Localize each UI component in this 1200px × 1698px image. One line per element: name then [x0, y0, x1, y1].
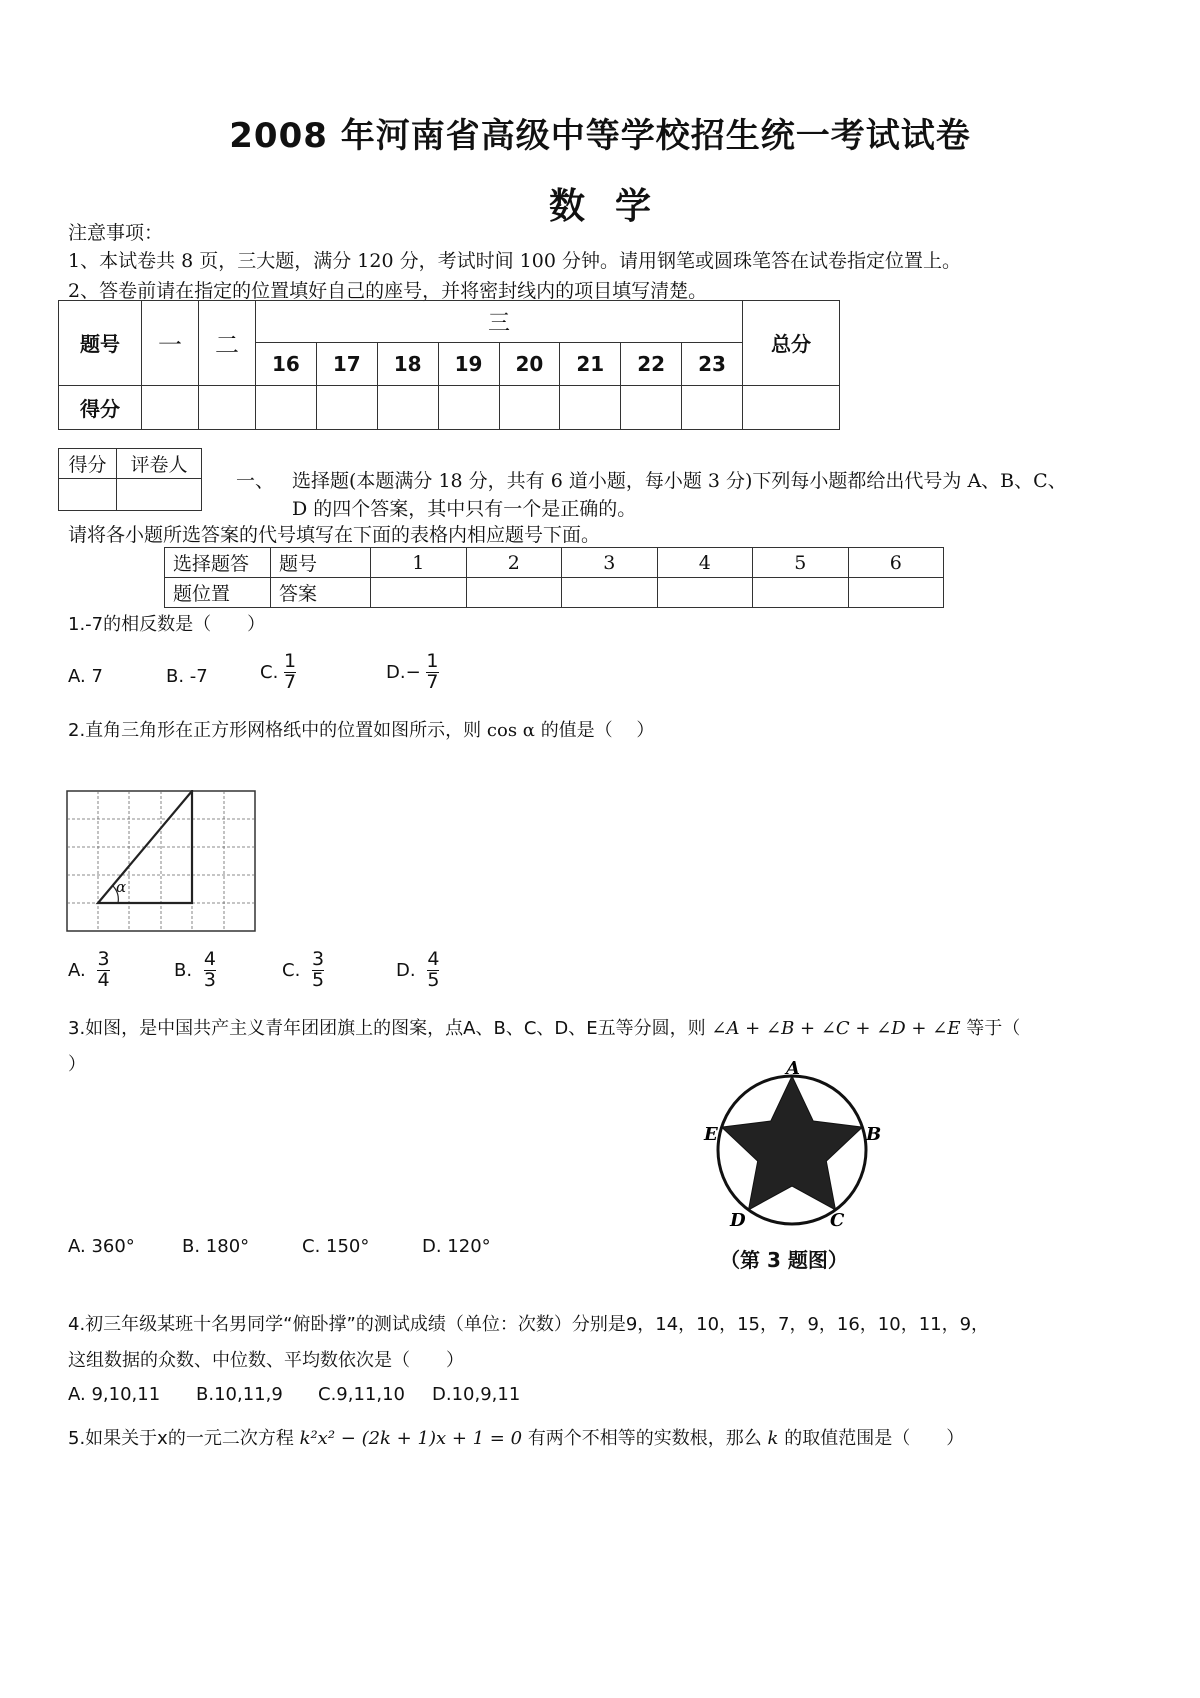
score-header-label: 题号 — [59, 301, 142, 386]
q2-expr: cos α — [486, 720, 535, 741]
q1-option-d-sign: − — [405, 661, 421, 683]
q2-b-denominator: 3 — [203, 968, 216, 991]
section-intro-line-3: 请将各小题所选答案的代号填写在下面的表格内相应题号下面。 — [68, 524, 601, 546]
q4-option-c: C.9,11,10 — [318, 1384, 405, 1405]
q2-option-a-prefix: A. — [68, 959, 86, 981]
answer-cell[interactable] — [848, 578, 944, 608]
q5-expr: k²x² − (2k + 1)x + 1 = 0 — [299, 1428, 523, 1449]
answer-number-5: 5 — [753, 548, 849, 578]
q2-question — [68, 716, 654, 742]
q3-star-figure — [700, 1058, 890, 1230]
score-col-17: 17 — [316, 343, 377, 385]
score-col-22: 22 — [621, 343, 682, 385]
q4-line-2: 这组数据的众数、中位数、平均数依次是（ ） — [68, 1350, 464, 1371]
q2-option-b-prefix: B. — [174, 959, 193, 981]
answer-number-6: 6 — [848, 548, 944, 578]
q1-option-c — [260, 652, 296, 693]
q1-text: 1.-7的相反数是（ ） — [68, 614, 266, 635]
answer-cell[interactable] — [466, 578, 562, 608]
score-cell[interactable] — [682, 385, 743, 429]
q1-option-c-prefix: C. — [260, 661, 279, 683]
score-col-16: 16 — [256, 343, 317, 385]
score-col-18: 18 — [377, 343, 438, 385]
q2-b-numerator: 4 — [203, 948, 216, 970]
q5-question — [68, 1424, 1148, 1450]
q3-figure-caption: （第 3 题图） — [720, 1248, 848, 1272]
q2-a-denominator: 4 — [97, 968, 110, 991]
score-col-21: 21 — [560, 343, 621, 385]
q1-option-d — [386, 652, 439, 693]
q3-option-c: C. 150° — [302, 1236, 370, 1257]
q3-tail: 等于（ — [966, 1018, 1021, 1039]
grader-score-cell[interactable] — [59, 479, 117, 511]
q5-tail: 的取值范围是（ ） — [784, 1428, 965, 1449]
answer-table-label-2: 题位置 — [165, 578, 271, 608]
q2-option-c-prefix: C. — [282, 959, 301, 981]
q2-d-denominator: 5 — [427, 968, 440, 991]
answer-number-2: 2 — [466, 548, 562, 578]
answer-table — [164, 547, 944, 608]
q1-option-b: B. -7 — [166, 666, 208, 687]
q1-option-a: A. 7 — [68, 666, 103, 687]
answer-cell[interactable] — [657, 578, 753, 608]
q3-text: 3.如图，是中国共产主义青年团团旗上的图案，点A、B、C、D、E五等分圆，则 — [68, 1018, 706, 1039]
q2-tail: 的值是（ ） — [540, 720, 655, 741]
q2-option-c — [282, 950, 324, 991]
score-row-label: 得分 — [59, 385, 142, 429]
subject-title: 数学 — [548, 185, 681, 227]
notice-item-1: 1、本试卷共 8 页，三大题，满分 120 分，考试时间 100 分钟。请用钢笔或圆珠笔答在试卷指定位置上。 — [68, 250, 961, 272]
score-col-19: 19 — [438, 343, 499, 385]
score-col-2: 二 — [199, 301, 256, 386]
score-col-20: 20 — [499, 343, 560, 385]
score-cell[interactable] — [621, 385, 682, 429]
score-cell[interactable] — [499, 385, 560, 429]
answer-number-4: 4 — [657, 548, 753, 578]
q2-option-a — [68, 950, 110, 991]
q5-text: 5.如果关于x的一元二次方程 — [68, 1428, 294, 1449]
q1-option-d-prefix: D. — [386, 661, 406, 683]
q2-grid-figure — [66, 790, 256, 932]
grader-box — [58, 448, 202, 511]
score-cell[interactable] — [743, 385, 840, 429]
q1-c-numerator: 1 — [284, 650, 297, 672]
q2-text: 2.直角三角形在正方形网格纸中的位置如图所示，则 — [68, 720, 482, 741]
q3-point-a: A — [786, 1058, 800, 1079]
answer-cell[interactable] — [753, 578, 849, 608]
answer-table-label-1: 选择题答 — [165, 548, 271, 578]
q2-d-numerator: 4 — [427, 948, 440, 970]
score-cell[interactable] — [316, 385, 377, 429]
q2-a-numerator: 3 — [97, 948, 110, 970]
q4-option-b: B.10,11,9 — [196, 1384, 283, 1405]
score-col-3-group: 三 — [256, 301, 743, 343]
q3-tail-2: ） — [68, 1054, 86, 1075]
q2-c-denominator: 5 — [312, 968, 325, 991]
answer-row-answer-label: 答案 — [271, 578, 371, 608]
grader-name-cell[interactable] — [117, 479, 202, 511]
q3-point-e: E — [704, 1124, 718, 1145]
score-cell[interactable] — [377, 385, 438, 429]
q3-option-d: D. 120° — [422, 1236, 491, 1257]
answer-number-1: 1 — [371, 548, 467, 578]
answer-number-3: 3 — [562, 548, 658, 578]
grader-name-label: 评卷人 — [117, 449, 202, 479]
q1-d-numerator: 1 — [426, 650, 439, 672]
q5-var: k — [767, 1428, 779, 1449]
score-cell[interactable] — [560, 385, 621, 429]
q1-d-denominator: 7 — [426, 670, 439, 693]
score-cell[interactable] — [256, 385, 317, 429]
exam-title: 2008 年河南省高级中等学校招生统一考试试卷 — [229, 116, 971, 156]
score-cell[interactable] — [199, 385, 256, 429]
q3-point-b: B — [866, 1124, 882, 1145]
notice-heading: 注意事项： — [68, 222, 164, 244]
section-intro-line-1: 选择题(本题满分 18 分，共有 6 道小题，每小题 3 分)下列每小题都给出代号为 A、B、C、 — [292, 470, 1067, 492]
q4-option-d: D.10,9,11 — [432, 1384, 521, 1405]
q2-option-d-prefix: D. — [396, 959, 416, 981]
q3-question — [68, 1014, 1068, 1040]
score-cell[interactable] — [142, 385, 199, 429]
q3-option-b: B. 180° — [182, 1236, 250, 1257]
q2-c-numerator: 3 — [312, 948, 325, 970]
notice-item-2: 2、答卷前请在指定的位置填好自己的座号，并将密封线内的项目填写清楚。 — [68, 280, 708, 302]
grader-score-label: 得分 — [59, 449, 117, 479]
q1-c-denominator: 7 — [284, 670, 297, 693]
score-col-1: 一 — [142, 301, 199, 386]
q2-angle-label: α — [116, 878, 127, 896]
answer-cell[interactable] — [562, 578, 658, 608]
q3-expr: ∠A + ∠B + ∠C + ∠D + ∠E — [711, 1018, 961, 1039]
q3-option-a: A. 360° — [68, 1236, 135, 1257]
answer-cell[interactable] — [371, 578, 467, 608]
score-total-label: 总分 — [743, 301, 840, 386]
q2-option-d — [396, 950, 439, 991]
q3-point-c: C — [830, 1210, 845, 1230]
q5-mid: 有两个不相等的实数根，那么 — [527, 1428, 762, 1449]
score-col-23: 23 — [682, 343, 743, 385]
q4-line-1: 4.初三年级某班十名男同学“俯卧撑”的测试成绩（单位：次数）分别是9，14，10，15，7，9，16，10，11，9， — [68, 1314, 990, 1335]
score-table — [58, 300, 840, 430]
section-intro-line-2: D 的四个答案，其中只有一个是正确的。 — [292, 498, 637, 520]
q2-option-b — [174, 950, 216, 991]
q3-point-d: D — [730, 1210, 746, 1230]
answer-row-number-label: 题号 — [271, 548, 371, 578]
section-number: 一、 — [236, 470, 275, 492]
q4-option-a: A. 9,10,11 — [68, 1384, 161, 1405]
score-cell[interactable] — [438, 385, 499, 429]
